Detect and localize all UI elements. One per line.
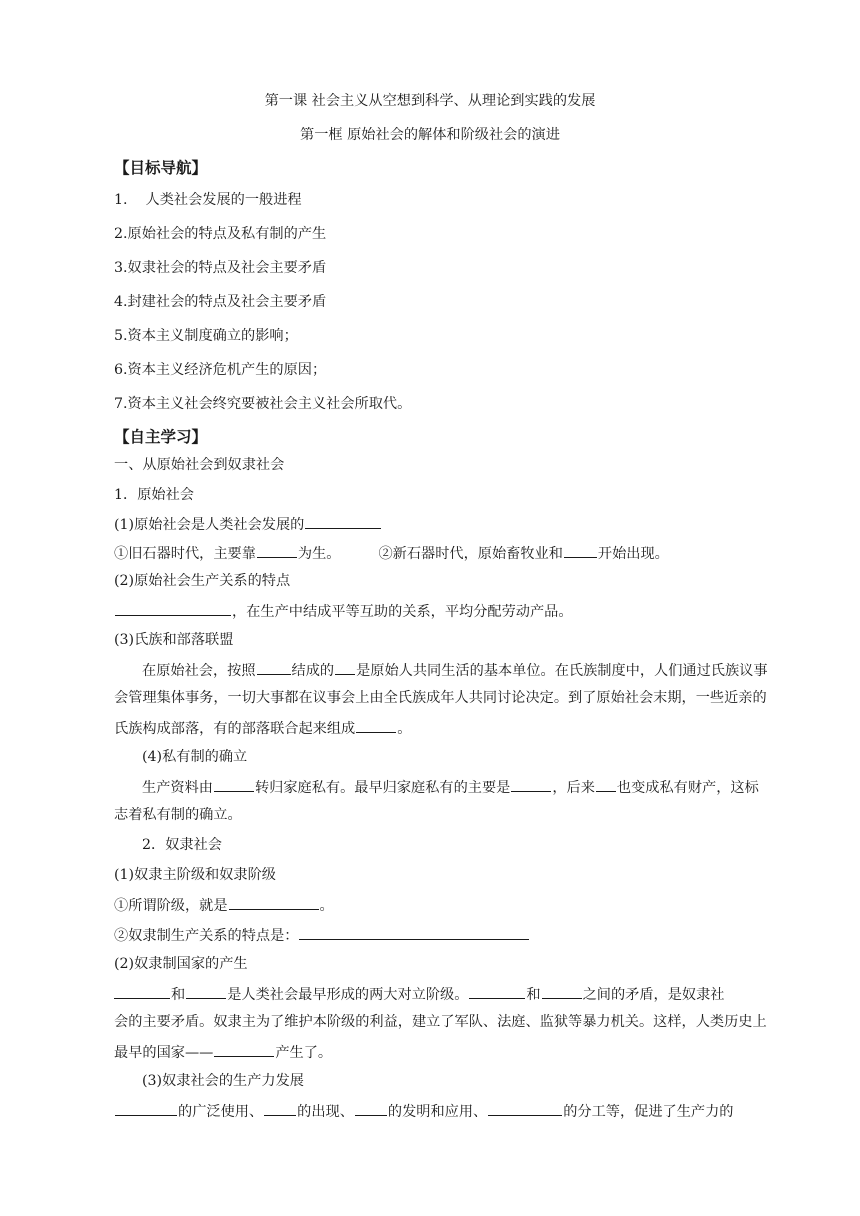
goal-text: 原始社会的特点及私有制的产生 [127, 226, 327, 242]
goal-num: 5. [114, 328, 128, 344]
self-study-heading: 【自主学习】 [114, 427, 208, 446]
frame-title: 第一框 原始社会的解体和阶级社会的演进 [300, 127, 560, 143]
answer-blank[interactable] [115, 1101, 177, 1116]
answer-blank[interactable] [355, 1101, 387, 1116]
goal-item [114, 395, 411, 415]
answer-blank[interactable] [596, 777, 616, 792]
question-line: (1)原始社会是人类社会发展的 [114, 514, 382, 536]
question-line: ①旧石器时代，主要靠 为生。 ②新石器时代，原始畜牧业和 开始出现。 [114, 543, 669, 565]
answer-blank[interactable] [305, 514, 381, 529]
part-heading: 一、从原始社会到奴隶社会 [114, 457, 285, 473]
goal-num: 6. [114, 362, 128, 378]
subsection-heading: 2．奴隶社会 [142, 837, 222, 853]
goal-text: 人类社会发展的一般进程 [145, 192, 302, 208]
goal-num: 7. [114, 396, 128, 412]
goal-item [114, 225, 326, 245]
goal-item [114, 293, 326, 313]
answer-blank[interactable] [257, 543, 297, 558]
answer-blank[interactable] [299, 925, 529, 940]
question-line: (2)原始社会生产关系的特点 [114, 573, 291, 589]
answer-blank[interactable] [488, 1101, 562, 1116]
paragraph-line: 会的主要矛盾。奴隶主为了维护本阶级的利益，建立了军队、法庭、监狱等暴力机关。这样，人类历史上 [114, 1014, 767, 1030]
answer-blank[interactable] [214, 777, 254, 792]
paragraph-line: 志着私有制的确立。 [114, 807, 242, 823]
answer-blank[interactable] [114, 984, 170, 999]
goal-item [114, 191, 302, 211]
answer-blank[interactable] [356, 718, 396, 733]
goal-text: 奴隶社会的特点及社会主要矛盾 [127, 260, 327, 276]
question-line: (2)奴隶制国家的产生 [114, 956, 248, 972]
answer-blank[interactable] [542, 984, 582, 999]
paragraph-line: 在原始社会，按照 结成的 是原始人共同生活的基本单位。在氏族制度中，人们通过氏族议事 [142, 660, 768, 682]
answer-blank[interactable] [469, 984, 525, 999]
goal-item [114, 259, 326, 279]
answer-blank[interactable] [564, 543, 597, 558]
paragraph-line: 最早的国家—— 产生了。 [114, 1042, 332, 1064]
answer-blank[interactable] [186, 984, 226, 999]
answer-blank[interactable] [115, 601, 231, 616]
paragraph-line: 会管理集体事务，一切大事都在议事会上由全氏族成年人共同讨论决定。到了原始社会末期，一些近亲的 [114, 690, 767, 706]
goal-text: 资本主义经济危机产生的原因； [127, 362, 327, 378]
goal-text: 封建社会的特点及社会主要矛盾 [127, 294, 327, 310]
goal-num: 4. [114, 294, 128, 310]
answer-blank[interactable] [511, 777, 551, 792]
answer-blank[interactable] [214, 1042, 274, 1057]
paragraph-line: 氏族构成部落，有的部落联合起来组成 。 [114, 718, 411, 740]
paragraph-line: 的广泛使用、 的出现、 的发明和应用、 的分工等，促进了生产力的 [114, 1101, 734, 1123]
goal-num: 3. [114, 260, 128, 276]
subsection-heading: 1．原始社会 [114, 487, 194, 503]
question-line: (3)氏族和部落联盟 [114, 632, 234, 648]
lesson-title: 第一课 社会主义从空想到科学、从理论到实践的发展 [264, 93, 596, 109]
goal-text: 资本主义制度确立的影响； [127, 328, 298, 344]
answer-blank[interactable] [257, 660, 291, 675]
goal-text: 资本主义社会终究要被社会主义社会所取代。 [127, 396, 412, 412]
goal-num: 2. [114, 226, 128, 242]
paragraph-line: 和 是人类社会最早形成的两大对立阶级。 和 之间的矛盾，是奴隶社 [142, 984, 725, 1006]
paragraph-line: 生产资料由 转归家庭私有。最早归家庭私有的主要是 ，后来 也变成私有财产，这标 [142, 777, 759, 799]
goal-item [114, 327, 298, 347]
goals-heading: 【目标导航】 [114, 158, 208, 177]
question-line: ，在生产中结成平等互助的关系，平均分配劳动产品。 [114, 601, 573, 623]
question-line: ①所谓阶级，就是 。 [114, 895, 334, 917]
goal-item [114, 361, 326, 381]
answer-blank[interactable] [264, 1101, 296, 1116]
question-line: (3)奴隶社会的生产力发展 [142, 1073, 304, 1089]
question-line: ②奴隶制生产关系的特点是： [114, 925, 530, 947]
answer-blank[interactable] [335, 660, 355, 675]
question-line: (4)私有制的确立 [142, 749, 248, 765]
answer-blank[interactable] [229, 895, 319, 910]
question-line: (1)奴隶主阶级和奴隶阶级 [114, 867, 276, 883]
goal-num: 1. [114, 192, 128, 208]
